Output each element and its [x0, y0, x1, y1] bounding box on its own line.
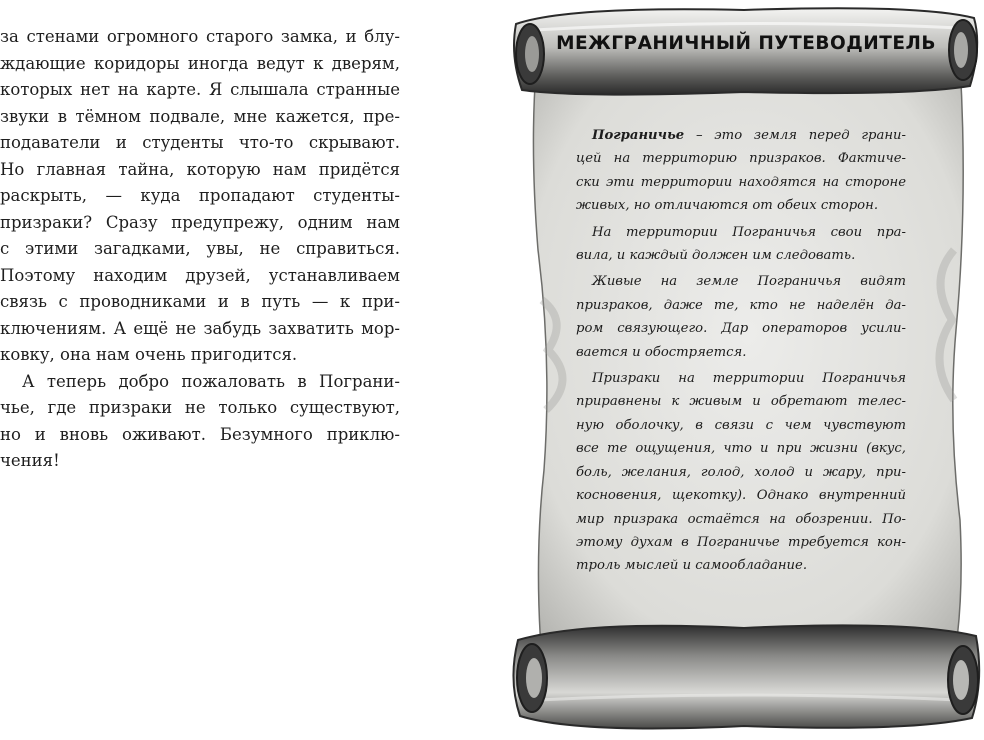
scroll-text-line: все те ощущения, что и при жизни (вкус, — [576, 441, 906, 457]
text-line: подаватели и студенты что-то скрывают. — [0, 133, 400, 152]
scroll-text-line: косновения, щекотку). Однако внутренний — [576, 488, 906, 504]
text-line: за стенами огромного старого замка, и блу- — [0, 27, 400, 46]
scroll-text-line: этому духам в Пограничье требуется кон- — [576, 534, 906, 550]
term-pogranichye: Пограничье — [592, 128, 685, 143]
parchment-scroll — [508, 0, 984, 740]
text-line: звуки в тёмном подвале, мне кажется, пре- — [0, 106, 400, 126]
text-line: которых нет на карте. Я слышала странные — [0, 80, 400, 99]
scroll-text-line: цей на территорию призраков. Фактиче- — [576, 151, 906, 167]
text-line: Поэтому находим друзей, устанавливаем — [0, 265, 400, 285]
scroll-body-text — [576, 124, 906, 578]
scroll-text-line — [576, 124, 906, 147]
text-line: связь с проводниками и в путь — к при- — [0, 292, 400, 311]
scroll-text-line: ную оболочку, в связи с чем чувствуют — [576, 417, 906, 433]
scroll-title: МЕЖГРАНИЧНЫЙ ПУТЕВОДИТЕЛЬ — [556, 33, 936, 54]
scroll-text-line: На территории Пограничья свои пра- — [592, 224, 906, 240]
text-line: ждающие коридоры иногда ведут к дверям, — [0, 53, 400, 73]
left-page-text — [0, 24, 400, 475]
scroll-text-line: мир призрака остаётся на обозрении. По- — [576, 511, 906, 527]
scroll-text-line: ром связующего. Дар операторов усили- — [576, 321, 906, 337]
scroll-text-line: приравнены к живым и обретают телес- — [576, 394, 906, 410]
text-line: раскрыть, — куда пропадают студенты- — [0, 186, 400, 205]
scroll-text-line: призраков, даже те, кто не наделён да- — [576, 297, 906, 313]
scroll-text-line: живых, но отличаются от обеих сторон. — [576, 198, 879, 214]
scroll-text-line: троль мыслей и самообладание. — [576, 558, 808, 574]
scroll-text-line: ски эти территории находятся на стороне — [576, 174, 906, 190]
text-line: призраки? Сразу предупрежу, одним нам — [0, 212, 400, 232]
text-line: Но главная тайна, которую нам придётся — [0, 159, 400, 179]
scroll-text-line: Призраки на территории Пограничья — [592, 371, 906, 387]
scroll-text-line: боль, желания, голод, холод и жару, при- — [576, 464, 906, 480]
text-line: ключениям. А ещё не забудь захватить мор- — [0, 318, 400, 338]
text-line: чье, где призраки не только существуют, — [0, 398, 400, 417]
text-line: А теперь добро пожаловать в Пограни- — [22, 371, 400, 391]
text-line: с этими загадками, увы, не справиться. — [0, 239, 400, 258]
scroll-text-line: Живые на земле Пограничья видят — [592, 274, 906, 290]
scroll-text-line: вается и обостряется. — [576, 344, 747, 360]
text-line: ковку, она нам очень пригодится. — [0, 345, 298, 364]
text-line: чения! — [0, 451, 60, 470]
scroll-text-line: вила, и каждый должен им следовать. — [576, 248, 856, 264]
definition-text: – это земля перед грани- — [684, 128, 906, 143]
text-line: но и вновь оживают. Безумного приклю- — [0, 424, 400, 444]
